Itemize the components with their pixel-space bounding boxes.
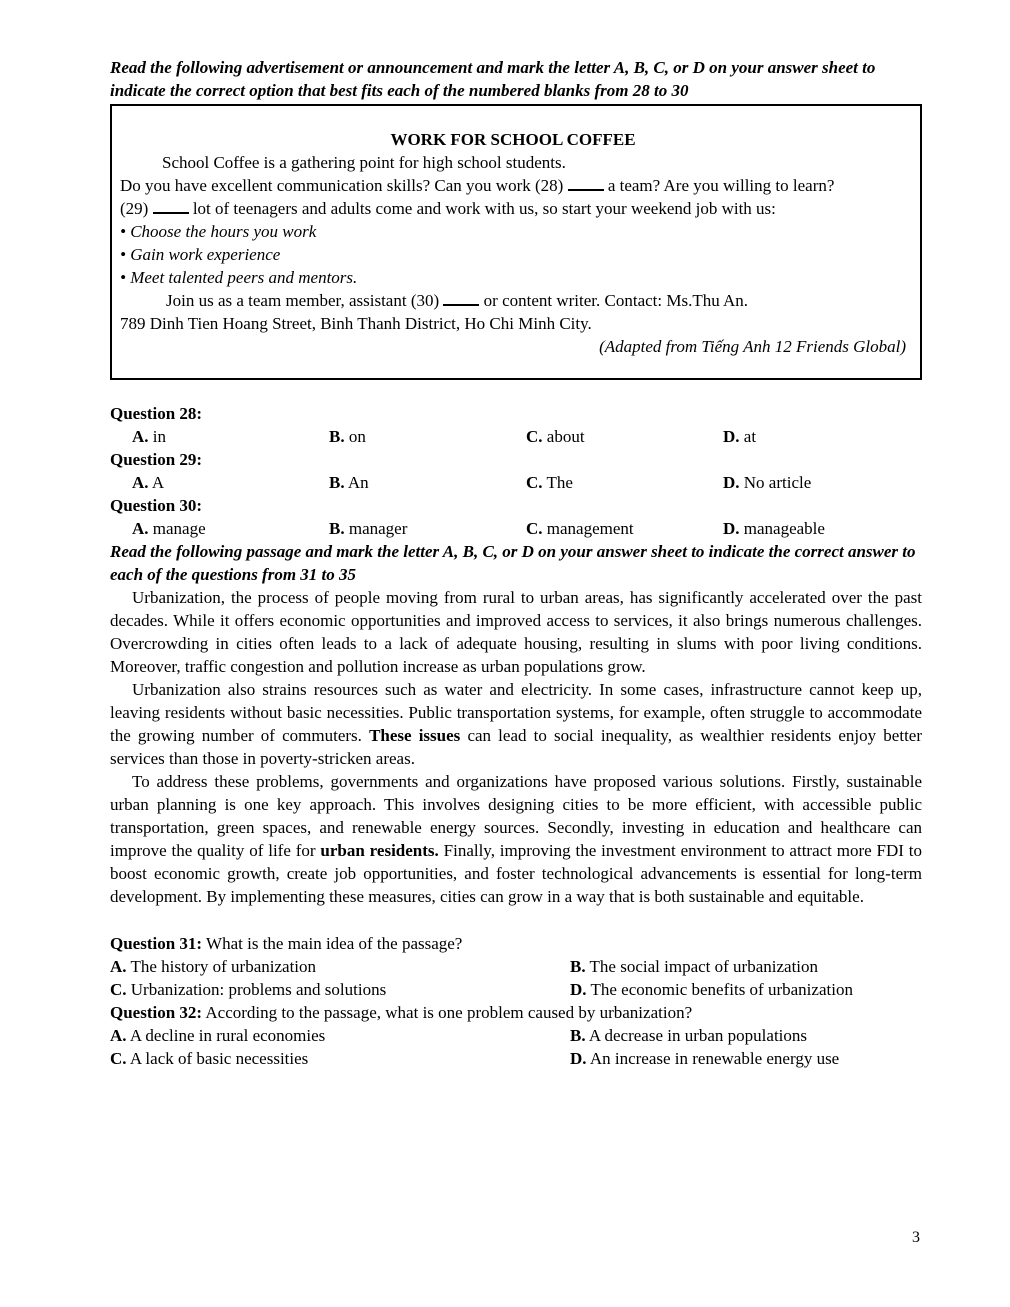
page-content bbox=[110, 56, 922, 1070]
ad-bullet3: • Meet talented peers and mentors. bbox=[120, 268, 358, 287]
question-32-stem: Question 32: According to the passage, what is one problem caused by urbanization? bbox=[110, 1003, 693, 1022]
ad-title: WORK FOR SCHOOL COFFEE bbox=[390, 130, 636, 149]
question-32-row2 bbox=[110, 1047, 922, 1070]
option-d[interactable]: D. manageable bbox=[723, 519, 825, 538]
instruction-31-35: Read the following passage and mark the letter A, B, C, or D on your answer sheet to indicate the correct answer to each of the questions from 31 to 35 bbox=[110, 542, 916, 584]
option-b[interactable]: B. manager bbox=[329, 519, 408, 538]
ad-line1: School Coffee is a gathering point for high school students. bbox=[162, 153, 566, 172]
ad-line4-start: Join us as a team member, assistant (30) bbox=[166, 291, 444, 310]
question-29-options bbox=[110, 471, 922, 494]
option-c[interactable]: C. The bbox=[526, 473, 573, 492]
blank-28 bbox=[568, 175, 604, 191]
passage-paragraph-2: Urbanization also strains resources such as water and electricity. In some cases, infrastructure cannot keep up, leaving residents without basic necessities. Public transportation systems, for example, often struggle to accommodate the growing number of commuters. These issues can lead to social inequality, as wealthier residents enjoy better services than those in poverty-stricken areas. bbox=[110, 680, 923, 768]
highlight-these-issues: These issues bbox=[369, 726, 461, 745]
question-29 bbox=[110, 448, 922, 494]
highlight-urban-residents: urban residents. bbox=[320, 841, 439, 860]
passage-paragraph-1: Urbanization, the process of people moving from rural to urban areas, has significantly accelerated over the past decades. While it offers economic opportunities and improved access to services, it also brings numerous challenges. Overcrowding in cities often leads to a lack of adequate housing, resulting in slums with poor living conditions. Moreover, traffic congestion and pollution increase as urban populations grow. bbox=[110, 588, 922, 676]
option-b[interactable]: B. on bbox=[329, 427, 366, 446]
ad-line5: 789 Dinh Tien Hoang Street, Binh Thanh District, Ho Chi Minh City. bbox=[120, 314, 592, 333]
question-28 bbox=[110, 402, 922, 448]
option-b[interactable]: B. A decrease in urban populations bbox=[570, 1026, 808, 1045]
option-c[interactable]: C. A lack of basic necessities bbox=[110, 1049, 309, 1068]
option-d[interactable]: D. at bbox=[723, 427, 757, 446]
question-31 bbox=[110, 932, 922, 1001]
ad-line2-start: Do you have excellent communication skills? Can you work (28) bbox=[120, 176, 568, 195]
option-b[interactable]: B. The social impact of urbanization bbox=[570, 957, 819, 976]
question-28-label: Question 28: bbox=[110, 404, 203, 423]
question-30-options bbox=[110, 517, 922, 540]
question-31-row1 bbox=[110, 955, 922, 978]
option-c[interactable]: C. management bbox=[526, 519, 634, 538]
option-a[interactable]: A. in bbox=[132, 427, 167, 446]
advertisement-box bbox=[110, 104, 922, 380]
ad-line3 bbox=[120, 197, 906, 220]
ad-source: (Adapted from Tiếng Anh 12 Friends Global) bbox=[599, 337, 906, 356]
option-a[interactable]: A. The history of urbanization bbox=[110, 957, 317, 976]
ad-line2 bbox=[120, 174, 906, 197]
blank-29 bbox=[153, 198, 189, 214]
question-30-label: Question 30: bbox=[110, 496, 203, 515]
question-29-label: Question 29: bbox=[110, 450, 203, 469]
option-c[interactable]: C. about bbox=[526, 427, 585, 446]
instruction-28-30: Read the following advertisement or announcement and mark the letter A, B, C, or D on your answer sheet to indicate the correct option that best fits each of the numbered blanks from 28 to 30 bbox=[110, 58, 876, 100]
ad-line4-end: or content writer. Contact: Ms.Thu An. bbox=[479, 291, 749, 310]
option-a[interactable]: A. A decline in rural economies bbox=[110, 1026, 326, 1045]
option-d[interactable]: D. The economic benefits of urbanization bbox=[570, 980, 853, 999]
ad-bullet2: • Gain work experience bbox=[120, 245, 281, 264]
question-30 bbox=[110, 494, 922, 540]
ad-line3-start: (29) bbox=[120, 199, 153, 218]
passage-paragraph-3: To address these problems, governments and organizations have proposed various solutions. Firstly, sustainable urban planning is one key approach. This involves designing cities to be more efficient, with accessible public transportation, green spaces, and renewable energy sources. Secondly, investing in education and healthcare can improve the quality of life for urban residents. Finally, improving the investment environment to attract more FDI to boost economic growth, create job opportunities, and foster technological advancements is essential for long-term development. By implementing these measures, cities can grow in a way that is both sustainable and equitable. bbox=[110, 772, 922, 906]
question-32 bbox=[110, 1001, 922, 1070]
ad-bullet1: • Choose the hours you work bbox=[120, 222, 317, 241]
ad-line2-end: a team? Are you willing to learn? bbox=[603, 176, 835, 195]
question-31-stem: Question 31: What is the main idea of the passage? bbox=[110, 934, 463, 953]
question-32-row1 bbox=[110, 1024, 922, 1047]
ad-line4 bbox=[120, 289, 906, 312]
option-a[interactable]: A. manage bbox=[132, 519, 206, 538]
option-d[interactable]: D. An increase in renewable energy use bbox=[570, 1049, 840, 1068]
ad-line3-end: lot of teenagers and adults come and work with us, so start your weekend job with us: bbox=[188, 199, 776, 218]
question-31-row2 bbox=[110, 978, 922, 1001]
option-c[interactable]: C. Urbanization: problems and solutions bbox=[110, 980, 387, 999]
option-d[interactable]: D. No article bbox=[723, 473, 812, 492]
question-28-options bbox=[110, 425, 922, 448]
option-a[interactable]: A. A bbox=[132, 473, 165, 492]
page-number: 3 bbox=[912, 1229, 920, 1246]
option-b[interactable]: B. An bbox=[329, 473, 369, 492]
blank-30 bbox=[443, 290, 479, 306]
